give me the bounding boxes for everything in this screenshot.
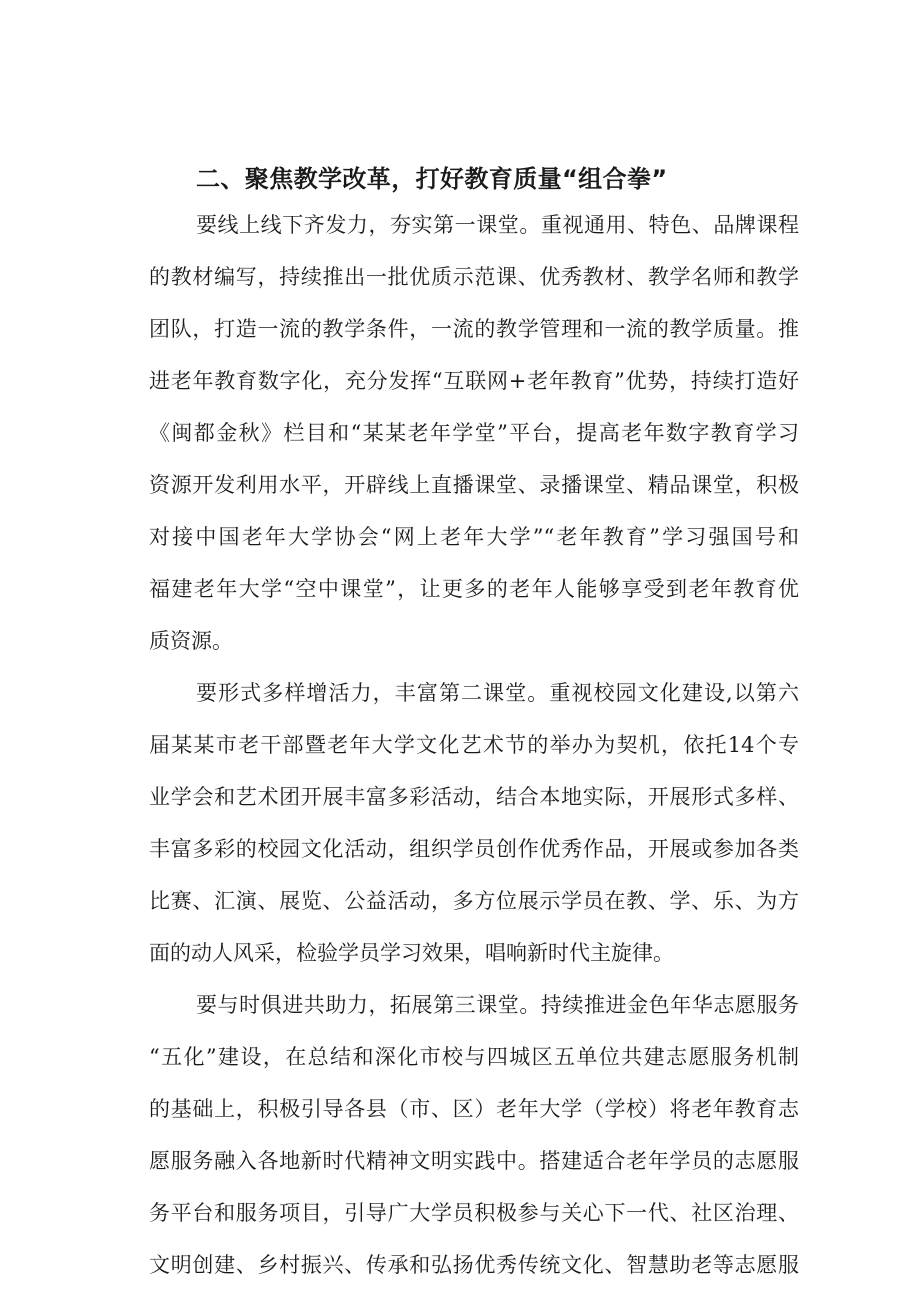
paragraph-line: 愿服务融入各地新时代精神文明实践中。搭建适合老年学员的志愿服	[149, 1149, 799, 1173]
paragraph-line: 要与时俱进共助力，拓展第三课堂。持续推进金色年华志愿服务	[196, 993, 799, 1017]
paragraph-line: 资源开发利用水平，开辟线上直播课堂、录播课堂、精品课堂，积极	[149, 473, 799, 497]
paragraph-line: 要线上线下齐发力，夯实第一课堂。重视通用、特色、品牌课程	[196, 213, 799, 237]
paragraph-line: 务平台和服务项目，引导广大学员积极参与关心下一代、社区治理、	[149, 1201, 799, 1225]
paragraph-line: 质资源。	[149, 629, 233, 653]
paragraph-line: 对接中国老年大学协会“网上老年大学”“老年教育”学习强国号和	[149, 525, 799, 549]
paragraph-line: 面的动人风采，检验学员学习效果，唱响新时代主旋律。	[149, 941, 674, 965]
paragraph-line: 福建老年大学“空中课堂”，让更多的老年人能够享受到老年教育优	[149, 577, 799, 601]
paragraph-line: 丰富多彩的校园文化活动，组织学员创作优秀作品，开展或参加各类	[149, 837, 799, 861]
paragraph-line: 业学会和艺术团开展丰富多彩活动，结合本地实际，开展形式多样、	[149, 785, 799, 809]
paragraph-line: 比赛、汇演、展览、公益活动，多方位展示学员在教、学、乐、为方	[149, 889, 799, 913]
paragraph-line: 《闽都金秋》栏目和“某某老年学堂”平台，提高老年数字教育学习	[149, 421, 799, 445]
paragraph-line: 届某某市老干部暨老年大学文化艺术节的举办为契机，依托14个专	[149, 733, 799, 757]
paragraph-line: 团队，打造一流的教学条件，一流的教学管理和一流的教学质量。推	[149, 317, 799, 341]
paragraph-line: 要形式多样增活力，丰富第二课堂。重视校园文化建设,以第六	[196, 681, 799, 705]
paragraph-line: 文明创建、乡村振兴、传承和弘扬优秀传统文化、智慧助老等志愿服	[149, 1253, 799, 1277]
section-heading: 二、聚焦教学改革，打好教育质量“组合拳”	[196, 165, 668, 193]
paragraph-line: “五化”建设，在总结和深化市校与四城区五单位共建志愿服务机制	[149, 1045, 799, 1069]
paragraph-line: 的教材编写，持续推出一批优质示范课、优秀教材、教学名师和教学	[149, 265, 799, 289]
paragraph-line: 进老年教育数字化，充分发挥“互联网+老年教育”优势，持续打造好	[149, 369, 799, 393]
paragraph-line: 的基础上，积极引导各县（市、区）老年大学（学校）将老年教育志	[149, 1097, 799, 1121]
